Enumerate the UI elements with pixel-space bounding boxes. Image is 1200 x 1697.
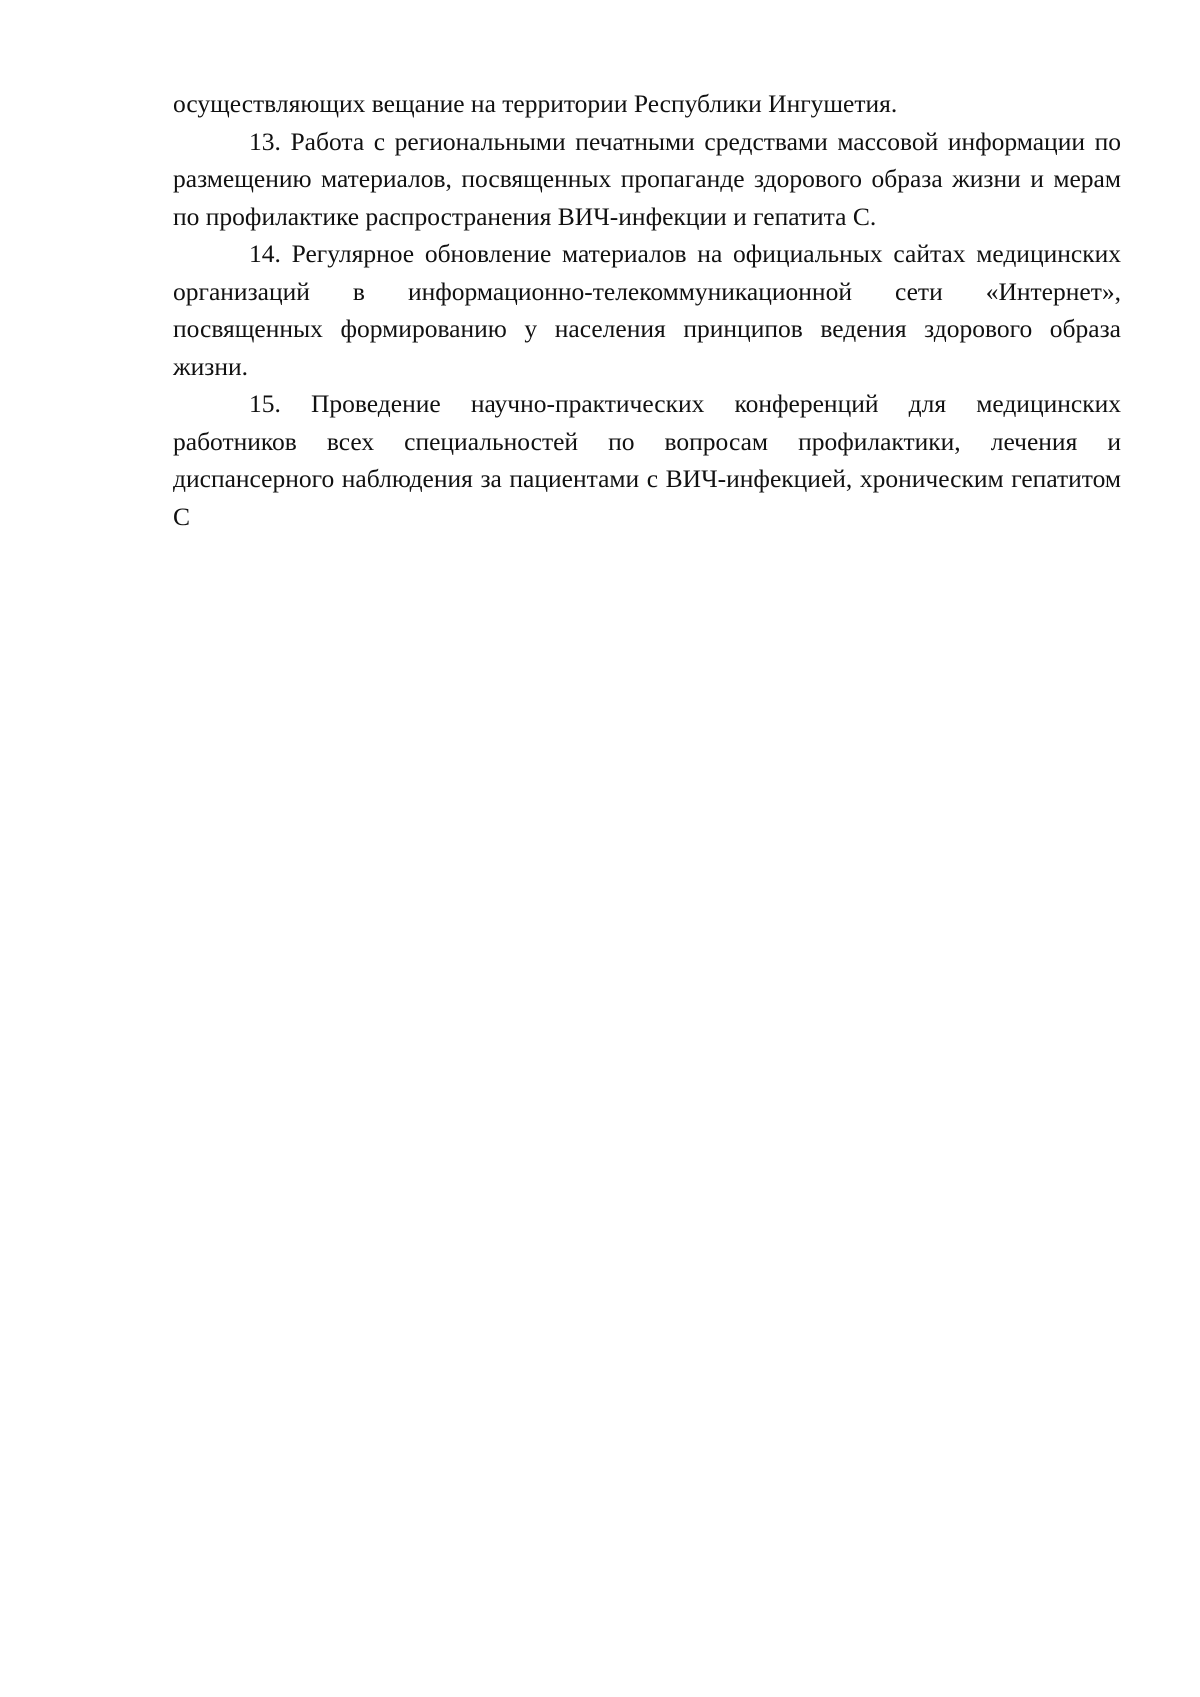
paragraph-item-14: 14. Регулярное обновление материалов на официальных сайтах медицинских организаций в информационно-телекоммуникационной сети «Интернет», посвященных формированию у населения принципов ведения здорового образа жизни. (173, 239, 1121, 381)
paragraph-item-15: 15. Проведение научно-практических конференций для медицинских работников всех специальностей по вопросам профилактики, лечения и диспансерного наблюдения за пациентами с ВИЧ-инфекцией, хроническим гепатитом С (173, 389, 1121, 531)
paragraph-continuation: осуществляющих вещание на территории Республики Ингушетия. (173, 89, 898, 118)
document-page (173, 85, 1121, 535)
paragraph-item-13: 13. Работа с региональными печатными средствами массовой информации по размещению материалов, посвященных пропаганде здорового образа жизни и мерам по профилактике распространения ВИЧ-инфекции и гепатита С. (173, 126, 1121, 231)
